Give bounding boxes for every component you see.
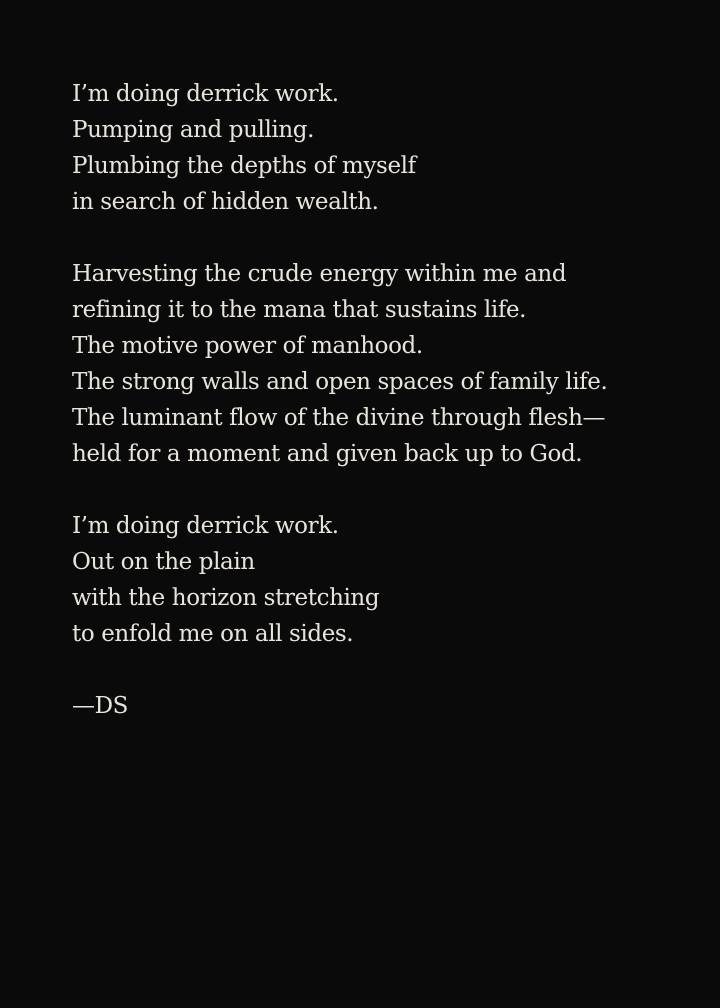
poem-line: in search of hidden wealth. (72, 189, 379, 215)
poem-line: held for a moment and given back up to God. (72, 441, 583, 467)
poem-line: to enfold me on all sides. (72, 621, 354, 647)
poem-line: refining it to the mana that sustains life. (72, 297, 527, 323)
stanza-3 (72, 508, 672, 652)
author-signature: —DS (72, 693, 128, 719)
poem-line: The strong walls and open spaces of family life. (72, 369, 608, 395)
poem-line: Harvesting the crude energy within me and (72, 261, 567, 287)
poem-page (72, 76, 672, 724)
poem-line: I’m doing derrick work. (72, 81, 339, 107)
poem-line: The motive power of manhood. (72, 333, 423, 359)
poem-line: I’m doing derrick work. (72, 513, 339, 539)
poem-line: The luminant flow of the divine through flesh— (72, 405, 606, 431)
stanza-2 (72, 256, 672, 472)
poem-line: Pumping and pulling. (72, 117, 315, 143)
poem-line: Out on the plain (72, 549, 255, 575)
stanza-1 (72, 76, 672, 220)
poem-line: Plumbing the depths of myself (72, 153, 416, 179)
poem-line: with the horizon stretching (72, 585, 380, 611)
